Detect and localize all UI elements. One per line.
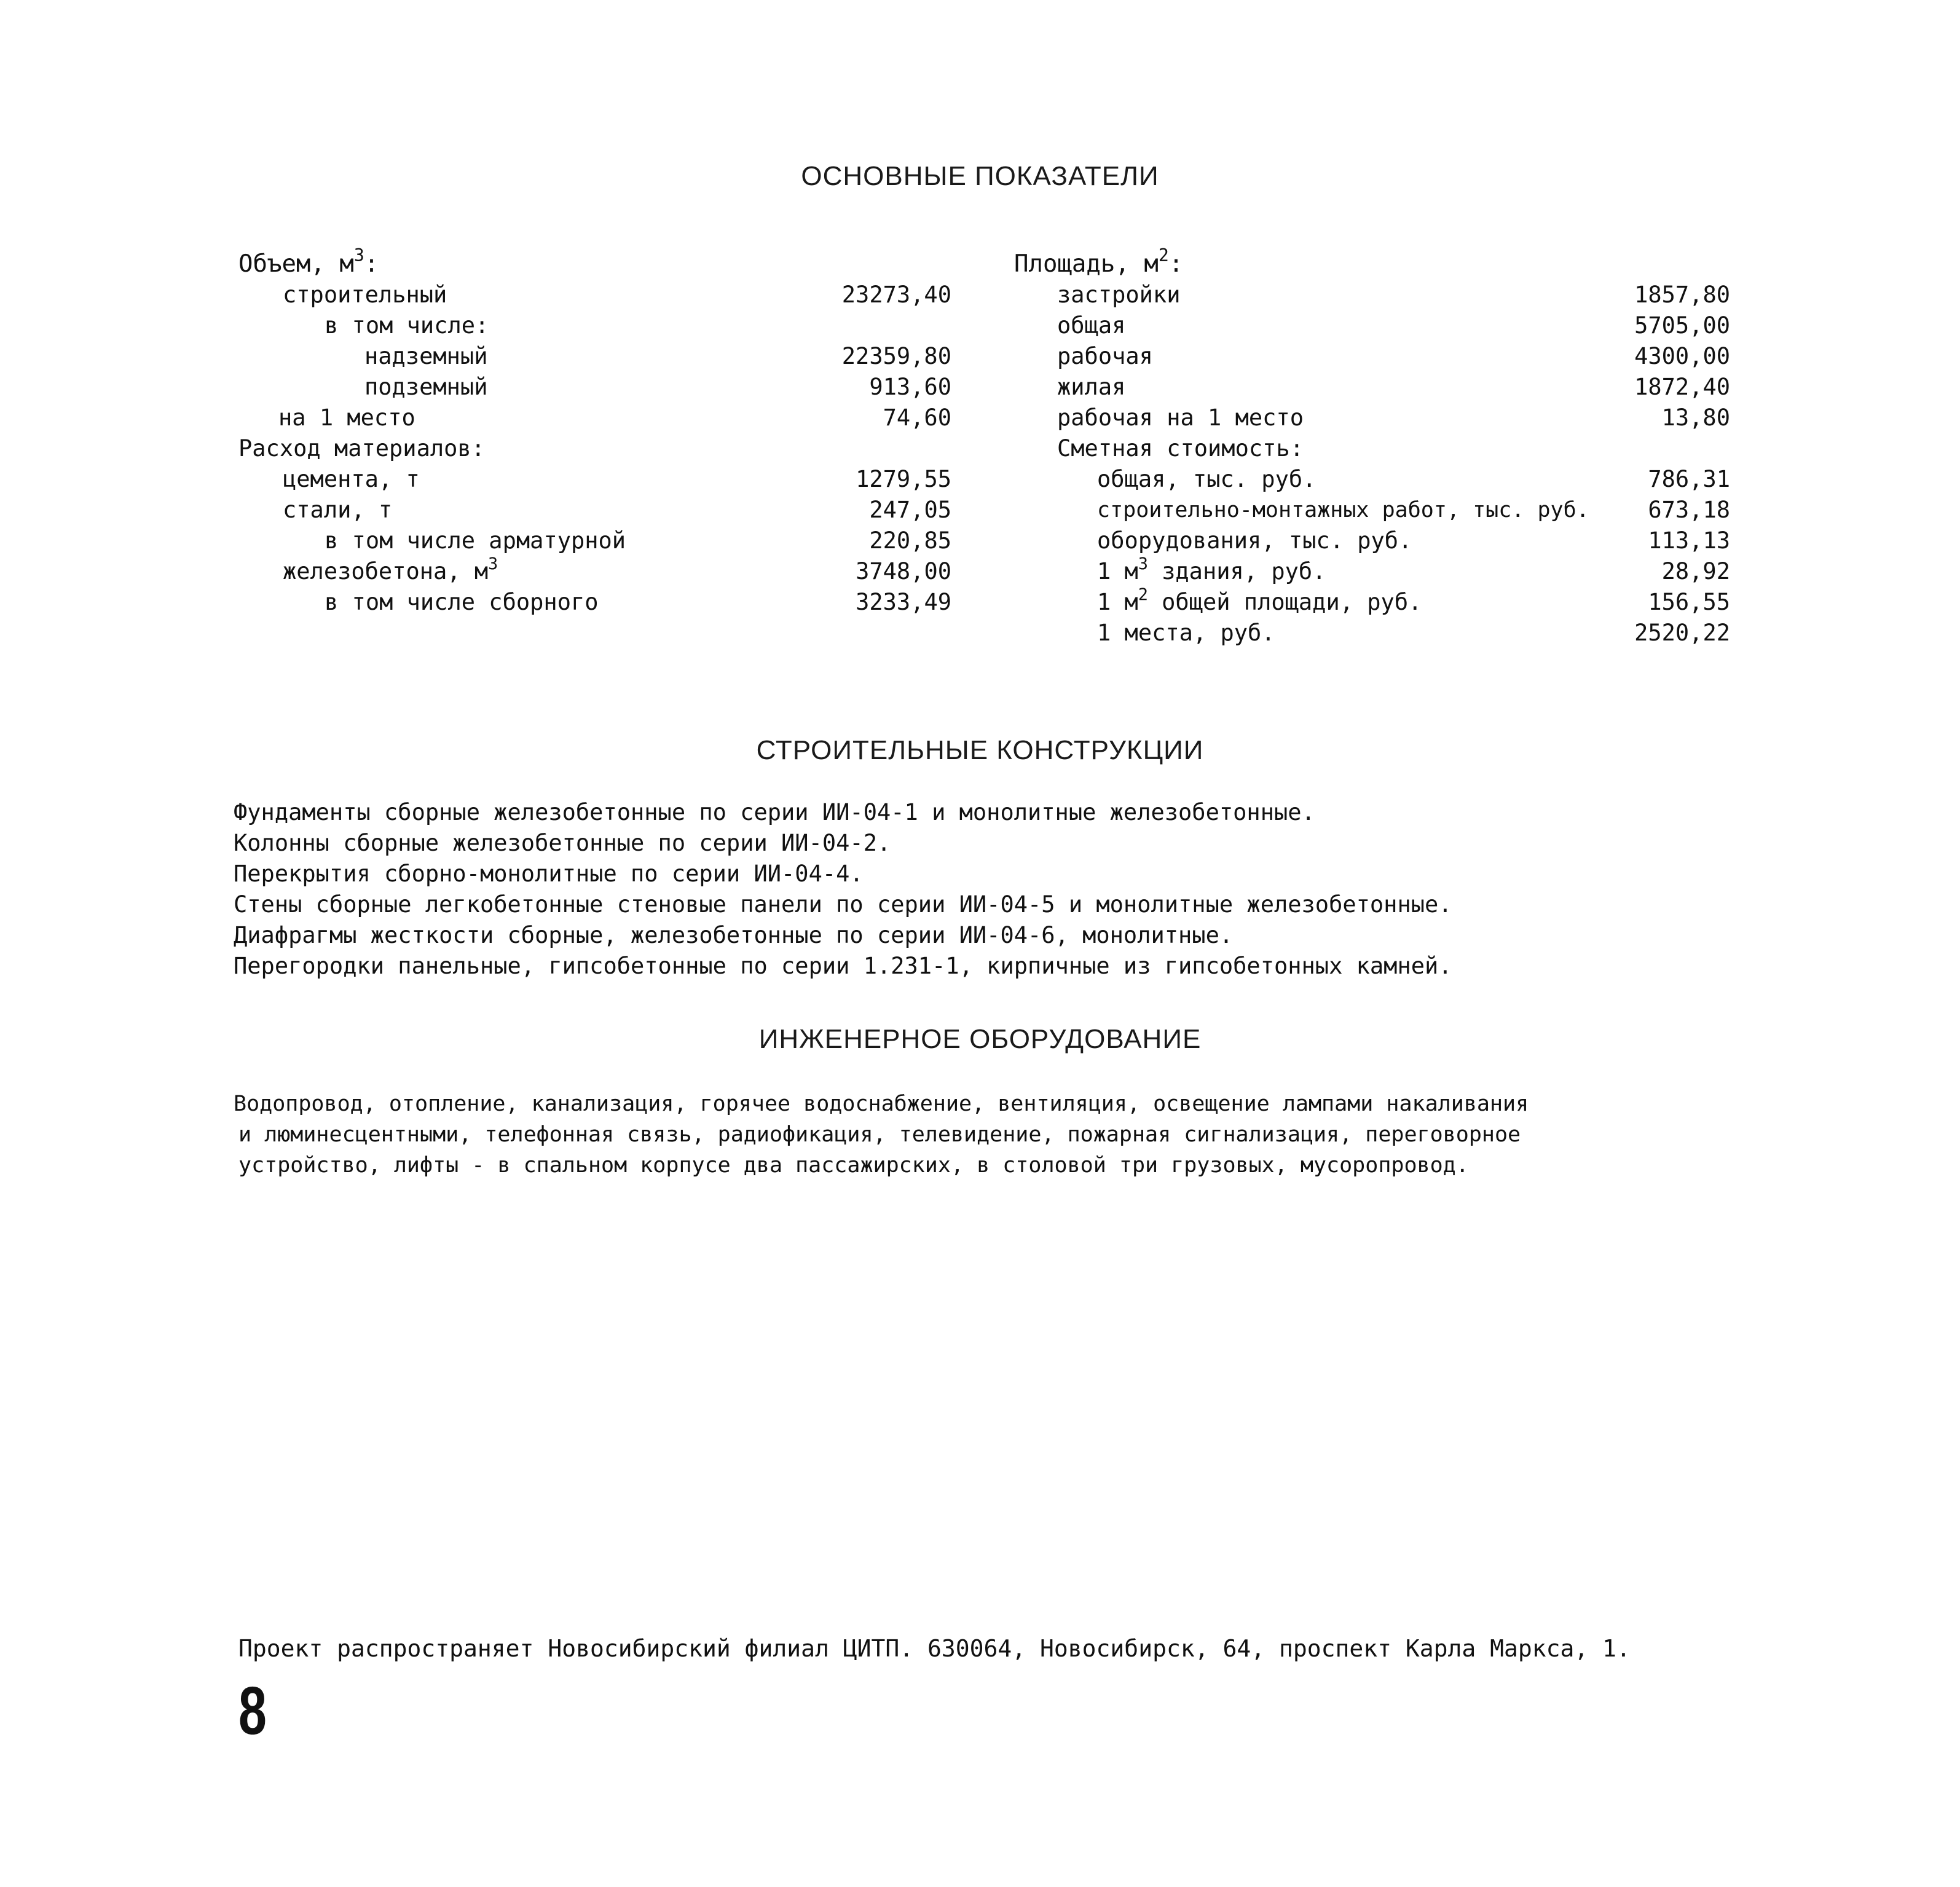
list-item: строительный 23273,40 (283, 282, 951, 308)
list-item: 1 $м^3$ здания, руб. 28,92 (1097, 554, 1730, 585)
constructions-line: Стены сборные легкобетонные стеновые панели по серии ИИ-04-5 и монолитные железобетонные. (234, 891, 1452, 918)
constructions-line: Фундаменты сборные железобетонные по серии ИИ-04-1 и монолитные железобетонные. (234, 799, 1315, 825)
list-item: оборудования, тыс. руб. 113,13 (1097, 527, 1730, 554)
list-item: подземный 913,60 (364, 374, 951, 400)
list-item: общая, тыс. руб. 786,31 (1097, 466, 1730, 492)
constructions-line: Колонны сборные железобетонные по серии ИИ-04-2. (234, 830, 891, 856)
list-item: железобетона, $м^3$ 3748,00 (283, 554, 951, 585)
list-item: в том числе: (325, 312, 489, 339)
equipment-line: Водопровод, отопление, канализация, горячее водоснабжение, вентиляция, освещение лампами накаливания (234, 1092, 1529, 1116)
constructions-line: Диафрагмы жесткости сборные, железобетонные по серии ИИ-04-6, монолитные. (234, 922, 1234, 948)
right-indicators (1014, 245, 1730, 648)
list-item: цемента, т 1279,55 (283, 466, 951, 492)
equipment-line: и люминесцентными, телефонная связь, радиофикация, телевидение, пожарная сигнализация, переговорное (238, 1122, 1521, 1147)
materials-header: Расход материалов: (238, 435, 485, 462)
list-item: строительно-монтажных работ, тыс. руб. 673,18 (1097, 497, 1730, 523)
list-item: на 1 место 74,60 (278, 404, 951, 431)
list-item: общая 5705,00 (1057, 312, 1730, 339)
list-item: жилая 1872,40 (1057, 374, 1730, 400)
volume-header: Объем, $м^3$: (238, 245, 379, 278)
equipment-title: ИНЖЕНЕРНОЕ ОБОРУДОВАНИЕ (758, 1024, 1202, 1054)
area-header: Площадь, $м^2$: (1014, 245, 1184, 278)
list-item: в том числе арматурной 220,85 (325, 527, 951, 554)
equipment-line: устройство, лифты - в спальном корпусе два пассажирских, в столовой три грузовых, мусоропровод. (238, 1153, 1469, 1178)
list-item: рабочая 4300,00 (1057, 343, 1730, 369)
page-number: 8 (238, 1673, 267, 1749)
list-item: рабочая на 1 место 13,80 (1057, 404, 1730, 431)
constructions-title: СТРОИТЕЛЬНЫЕ КОНСТРУКЦИИ (756, 735, 1204, 765)
constructions-line: Перекрытия сборно-монолитные по серии ИИ-04-4. (234, 861, 864, 887)
list-item: стали, т 247,05 (283, 497, 951, 523)
list-item: 1 места, руб. 2520,22 (1097, 620, 1730, 646)
list-item: застройки 1857,80 (1057, 282, 1730, 308)
constructions-line: Перегородки панельные, гипсобетонные по серии 1.231-1, кирпичные из гипсобетонных камней. (234, 953, 1452, 979)
main-title: ОСНОВНЫЕ ПОКАЗАТЕЛИ (801, 161, 1159, 191)
list-item: в том числе сборного 3233,49 (325, 589, 951, 615)
cost-header: Сметная стоимость: (1057, 435, 1304, 462)
footer-note: Проект распространяет Новосибирский филиал ЦИТП. 630064, Новосибирск, 64, проспект Карла Маркса, 1. (238, 1635, 1631, 1662)
left-indicators (238, 245, 951, 618)
list-item: 1 $м^2$ общей площади, руб. 156,55 (1097, 585, 1730, 615)
list-item: надземный 22359,80 (364, 343, 951, 369)
